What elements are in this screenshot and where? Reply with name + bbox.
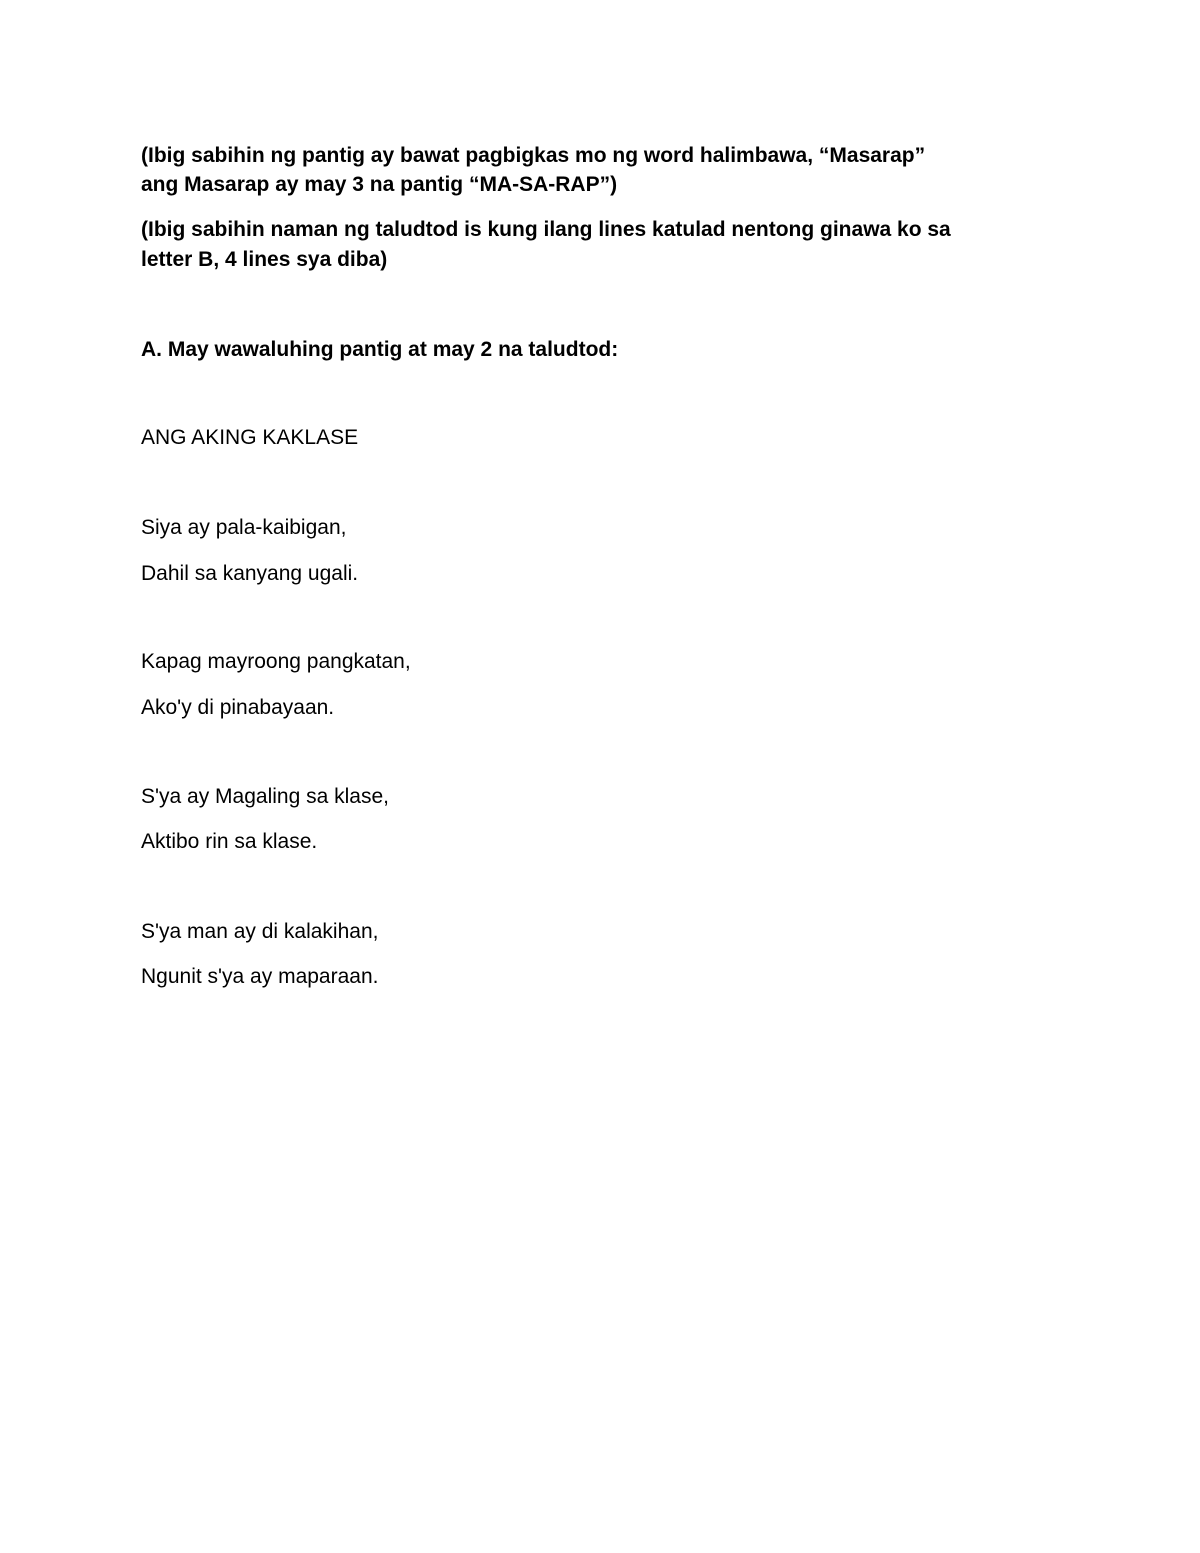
poem-title: ANG AKING KAKLASE <box>141 426 359 449</box>
poem-line: Siya ay pala-kaibigan, <box>141 516 347 539</box>
poem-line: S'ya man ay di kalakihan, <box>141 920 379 943</box>
poem-line: S'ya ay Magaling sa klase, <box>141 785 389 808</box>
poem-line: Ngunit s'ya ay maparaan. <box>141 965 379 988</box>
pantig-note-line-1: (Ibig sabihin ng pantig ay bawat pagbigkas mo ng word halimbawa, “Masarap” <box>141 144 926 167</box>
poem-line: Aktibo rin sa klase. <box>141 830 318 853</box>
poem-line: Dahil sa kanyang ugali. <box>141 562 359 585</box>
pantig-note-line-2: ang Masarap ay may 3 na pantig “MA-SA-RAP”) <box>141 173 618 196</box>
poem-line: Kapag mayroong pangkatan, <box>141 650 411 673</box>
taludtod-note-line-1: (Ibig sabihin naman ng taludtod is kung ilang lines katulad nentong ginawa ko sa <box>141 218 951 241</box>
taludtod-note-line-2: letter B, 4 lines sya diba) <box>141 248 388 271</box>
poem-line: Ako'y di pinabayaan. <box>141 696 335 719</box>
section-a-heading: A. May wawaluhing pantig at may 2 na taludtod: <box>141 338 619 361</box>
